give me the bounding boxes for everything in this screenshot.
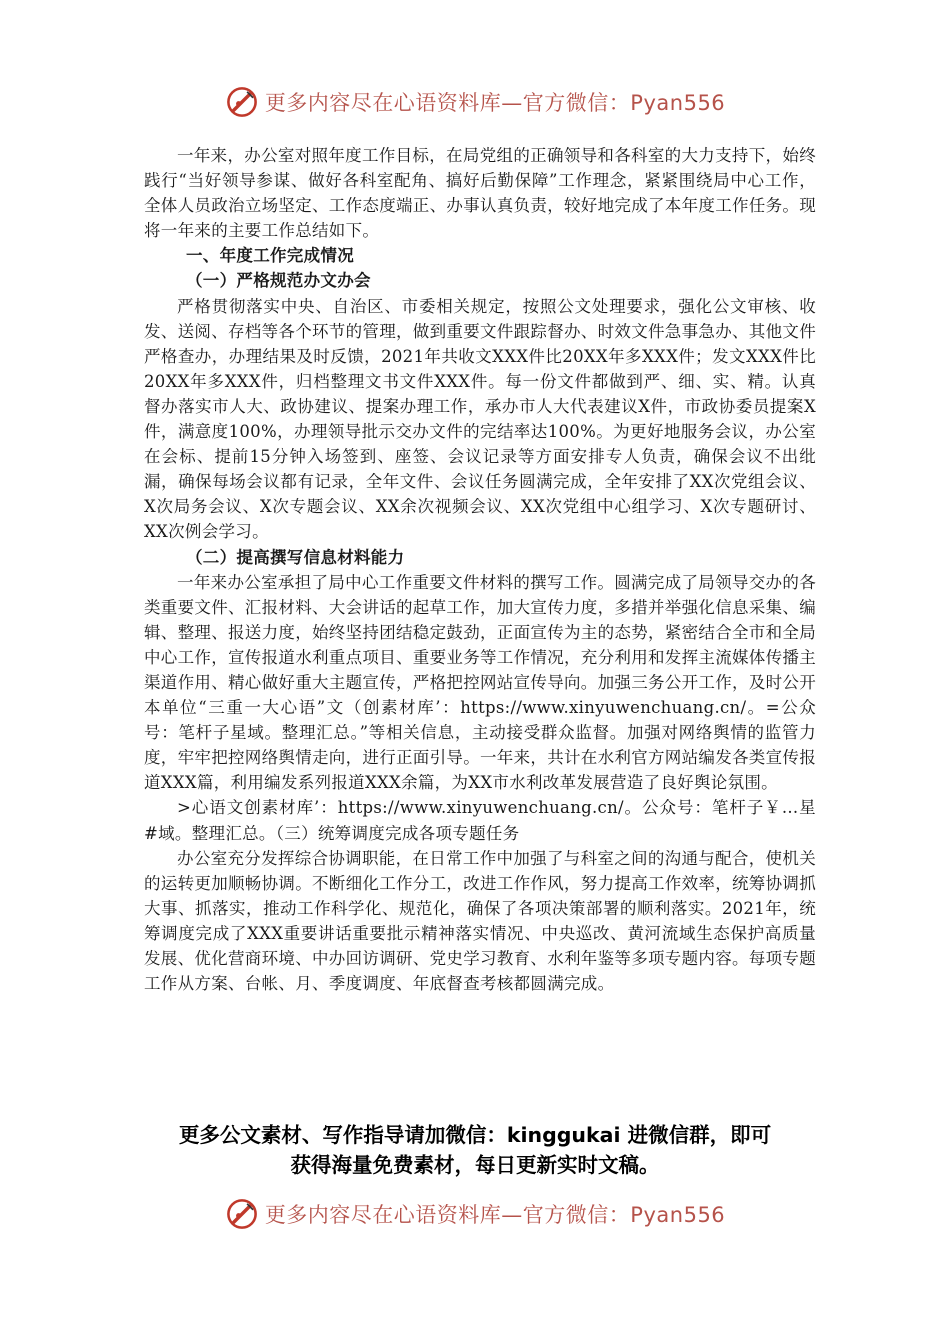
footer-cta-line-1: 更多公文素材、写作指导请加微信：kinggukai 进微信群，即可 bbox=[178, 1123, 772, 1147]
footer-banner-text: 更多内容尽在心语资料库—官方微信：Pyan556 bbox=[264, 1203, 726, 1227]
stray-watermark-line: >心语文创素材库’：https://www.xinyuwenchuang.cn/。公众号：笔杆子￥…星#域。整理汇总。（三）统筹调度完成各项专题任务 bbox=[144, 798, 816, 843]
subsection-body-3: 办公室充分发挥综合协调职能，在日常工作中加强了与科室之间的沟通与配合，使机关的运转更加顺畅协调。不断细化工作分工，改进工作作风，努力提高工作效率，统筹协调抓大事、抓落实，推动工作科学化、规范化，确保了各项决策部署的顺利落实。2021年，统筹调度完成了XXX重要讲话重要批示精神落实情况、中央巡改、黄河流域生态保护高质量发展、优化营商环境、中办回访调研、党史学习教育、水利年鉴等多项专题内容。每项专题工作从方案、台帐、月、季度调度、年底督查考核都圆满完成。 bbox=[144, 848, 816, 994]
subsection-heading-2: （二）提高撰写信息材料能力 bbox=[186, 547, 405, 567]
document-body bbox=[144, 143, 816, 996]
section-heading: 一、年度工作完成情况 bbox=[186, 246, 354, 266]
brand-logo-icon bbox=[225, 85, 259, 119]
subsection-body-2: 一年来办公室承担了局中心工作重要文件材料的撰写工作。圆满完成了局领导交办的各类重要文件、汇报材料、大会讲话的起草工作，加大宣传力度，多措并举强化信息采集、编辑、整理、报送力度，始终坚持团结稳定鼓劲，正面宣传为主的态势，紧密结合全市和全局中心工作，宣传报道水利重点项目、重要业务等工作情况，充分利用和发挥主流媒体传播主渠道作用、精心做好重大主题宣传，严格把控网站宣传导向。加强三务公开工作，及时公开本单位“三重一大心语”文（创素材库’：https://www.xinyuwenchuang.cn/。=公众号：笔杆子星域。整理汇总。”等相关信息，主动接受群众监督。加强对网络舆情的监管力度，牢牢把控网络舆情走向，进行正面引导。一年来，共计在水利官方网站编发各类宣传报道XXX篇，利用编发系列报道XXX余篇，为XX市水利改革发展营造了良好舆论氛围。 bbox=[144, 572, 816, 793]
header-banner bbox=[0, 82, 950, 122]
intro-paragraph: 一年来，办公室对照年度工作目标，在局党组的正确领导和各科室的大力支持下，始终践行“当好领导参谋、做好各科室配角、搞好后勤保障”工作理念，紧紧围绕局中心工作，全体人员政治立场坚定、工作态度端正、办事认真负责，较好地完成了本年度工作任务。现将一年来的主要工作总结如下。 bbox=[144, 146, 816, 241]
footer-cta-line-2: 获得海量免费素材，每日更新实时文稿。 bbox=[290, 1153, 660, 1177]
subsection-body-1: 严格贯彻落实中央、自治区、市委相关规定，按照公文处理要求，强化公文审核、收发、送阅、存档等各个环节的管理，做到重要文件跟踪督办、时效文件急事急办、其他文件严格查办，办理结果及时反馈，2021年共收文XXX件比20XX年多XXX件；发文XXX件比20XX年多XXX件，归档整理文书文件XXX件。每一份文件都做到严、细、实、精。认真督办落实市人大、政协建议、提案办理工作，承办市人大代表建议X件，市政协委员提案X件，满意度100%，办理领导批示交办文件的完结率达100%。为更好地服务会议，办公室在会标、提前15分钟入场签到、座签、会议记录等方面安排专人负责，确保会议不出纰漏，确保每场会议都有记录，全年文件、会议任务圆满完成，全年安排了XX次党组会议、X次局务会议、X次专题会议、XX余次视频会议、XX次党组中心组学习、X次专题研讨、XX次例会学习。 bbox=[144, 296, 816, 542]
header-banner-text: 更多内容尽在心语资料库—官方微信：Pyan556 bbox=[264, 91, 726, 115]
subsection-heading-1: （一）严格规范办文办会 bbox=[186, 271, 371, 291]
footer-banner bbox=[0, 1194, 950, 1234]
brand-logo-icon bbox=[225, 1197, 259, 1231]
footer-call-to-action bbox=[120, 1120, 830, 1180]
